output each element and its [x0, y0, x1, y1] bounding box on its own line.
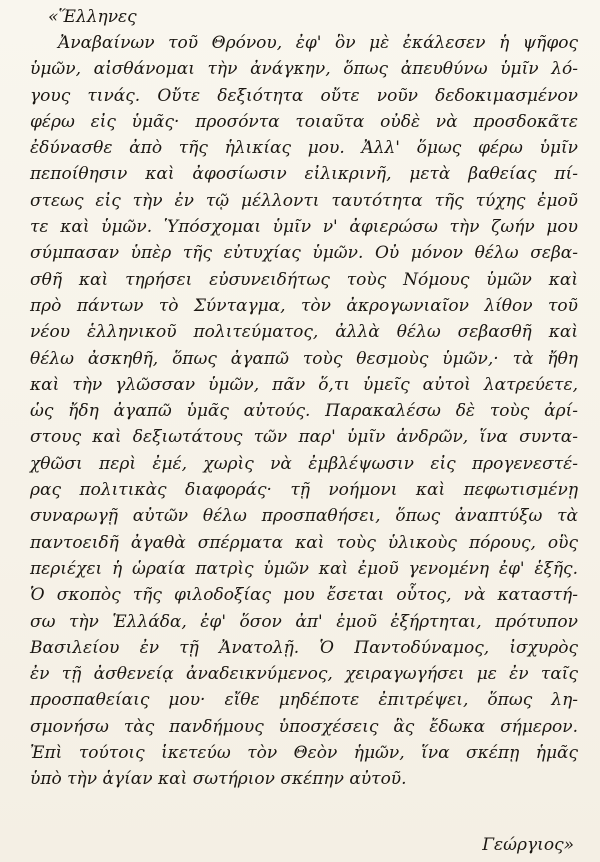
text-line: χθῶσι περὶ ἐμέ, χωρὶς νὰ ἐμβλέψωσιν εἰς προγενεστέ- [30, 453, 578, 474]
text-line: στους καὶ δεξιωτάτους τῶν παρ' ὑμῖν ἀνδρῶν, ἵνα συντα- [30, 427, 578, 448]
text-line: τε καὶ ὑμῶν. Ὑπόσχομαι ὑμῖν ν' ἀφιερώσω τὴν ζωήν μου [30, 217, 578, 238]
text-line: ἐδύνασθε ἀπὸ τῆς ἡλικίας μου. Ἀλλ' ὅμως φέρω ὑμῖν [30, 138, 578, 159]
text-line: ρας πολιτικὰς διαφοράς· τῇ νοήμονι καὶ πεφωτισμένῃ [30, 480, 578, 501]
text-line: ἐν τῇ ἀσθενείᾳ ἀναδεικνύμενος, χειραγωγήσει με ἐν ταῖς [30, 664, 578, 685]
text-line: πρὸ πάντων τὸ Σύνταγμα, τὸν ἀκρογωνιαῖον λίθον τοῦ [30, 295, 578, 316]
text-line: σω τὴν Ἑλλάδα, ἐφ' ὅσον ἀπ' ἐμοῦ ἐξήρτηται, πρότυπον [30, 611, 578, 632]
text-line: περιέχει ἡ ὡραία πατρὶς ὑμῶν καὶ ἐμοῦ γενομένη ἐφ' ἑξῆς. [30, 558, 578, 579]
text-line: Βασιλείου ἐν τῇ Ἀνατολῇ. Ὁ Παντοδύναμος, ἰσχυρὸς [30, 637, 578, 658]
text-line: Ἀναβαίνων τοῦ Θρόνου, ἐφ' ὃν μὲ ἐκάλεσεν ἡ ψῆφος [58, 33, 578, 53]
signature: Γεώργιος» [482, 835, 574, 855]
text-line: Ὁ σκοπὸς τῆς φιλοδοξίας μου ἔσεται οὗτος, νὰ καταστή- [30, 585, 578, 606]
text-line: φέρω εἰς ὑμᾶς· προσόντα τοιαῦτα οὐδὲ νὰ προσδοκᾶτε [30, 111, 578, 132]
text-line: σύμπασαν ὑπὲρ τῆς εὐτυχίας ὑμῶν. Οὐ μόνον θέλω σεβα- [30, 243, 578, 264]
text-line: στεως εἰς τὴν ἐν τῷ μέλλοντι ταυτότητα τῆς τύχης ἐμοῦ [30, 190, 578, 211]
text-line: καὶ τὴν γλῶσσαν ὑμῶν, πᾶν ὅ,τι ὑμεῖς αὐτοὶ λατρεύετε, [30, 374, 578, 395]
text-line: σμονήσω τὰς πανδήμους ὑποσχέσεις ἃς ἔδωκα σήμερον. [30, 716, 578, 737]
salutation: «Ἕλληνες [48, 7, 137, 27]
speech-text [30, 4, 578, 793]
text-line: προσπαθείαις μου· εἴθε μηδέποτε ἐπιτρέψει, ὅπως λη- [30, 690, 578, 711]
text-line: πεποίθησιν καὶ ἀφοσίωσιν εἰλικρινῆ, μετὰ βαθείας πί- [30, 164, 578, 185]
text-line: νέου ἑλληνικοῦ πολιτεύματος, ἀλλὰ θέλω σεβασθῆ καὶ [30, 322, 578, 343]
text-line: ὑπὸ τὴν ἁγίαν καὶ σωτήριον σκέπην αὐτοῦ. [30, 769, 407, 790]
text-line: ὡς ἤδη ἀγαπῶ ὑμᾶς αὐτούς. Παρακαλέσω δὲ τοὺς ἀρί- [30, 401, 578, 422]
text-line: συναρωγῇ αὐτῶν θέλω προσπαθήσει, ὅπως ἀναπτύξω τὰ [30, 506, 578, 527]
text-line: παντοειδῆ ἀγαθὰ σπέρματα καὶ τοὺς ὑλικοὺς πόρους, οὓς [30, 532, 578, 553]
text-line: γους τινάς. Οὔτε δεξιότητα οὔτε νοῦν δεδοκιμασμένον [30, 85, 578, 106]
text-line: θέλω ἀσκηθῆ, ὅπως ἀγαπῶ τοὺς θεσμοὺς ὑμῶν,· τὰ ἤθη [30, 348, 578, 369]
text-line: ὑμῶν, αἰσθάνομαι τὴν ἀνάγκην, ὅπως ἀπευθύνω ὑμῖν λό- [30, 59, 578, 80]
text-line: Ἐπὶ τούτοις ἱκετεύω τὸν Θεὸν ἡμῶν, ἵνα σκέπῃ ἡμᾶς [30, 743, 578, 764]
text-line: σθῆ καὶ τηρήσει εὐσυνειδήτως τοὺς Νόμους ὑμῶν καὶ [30, 269, 578, 290]
